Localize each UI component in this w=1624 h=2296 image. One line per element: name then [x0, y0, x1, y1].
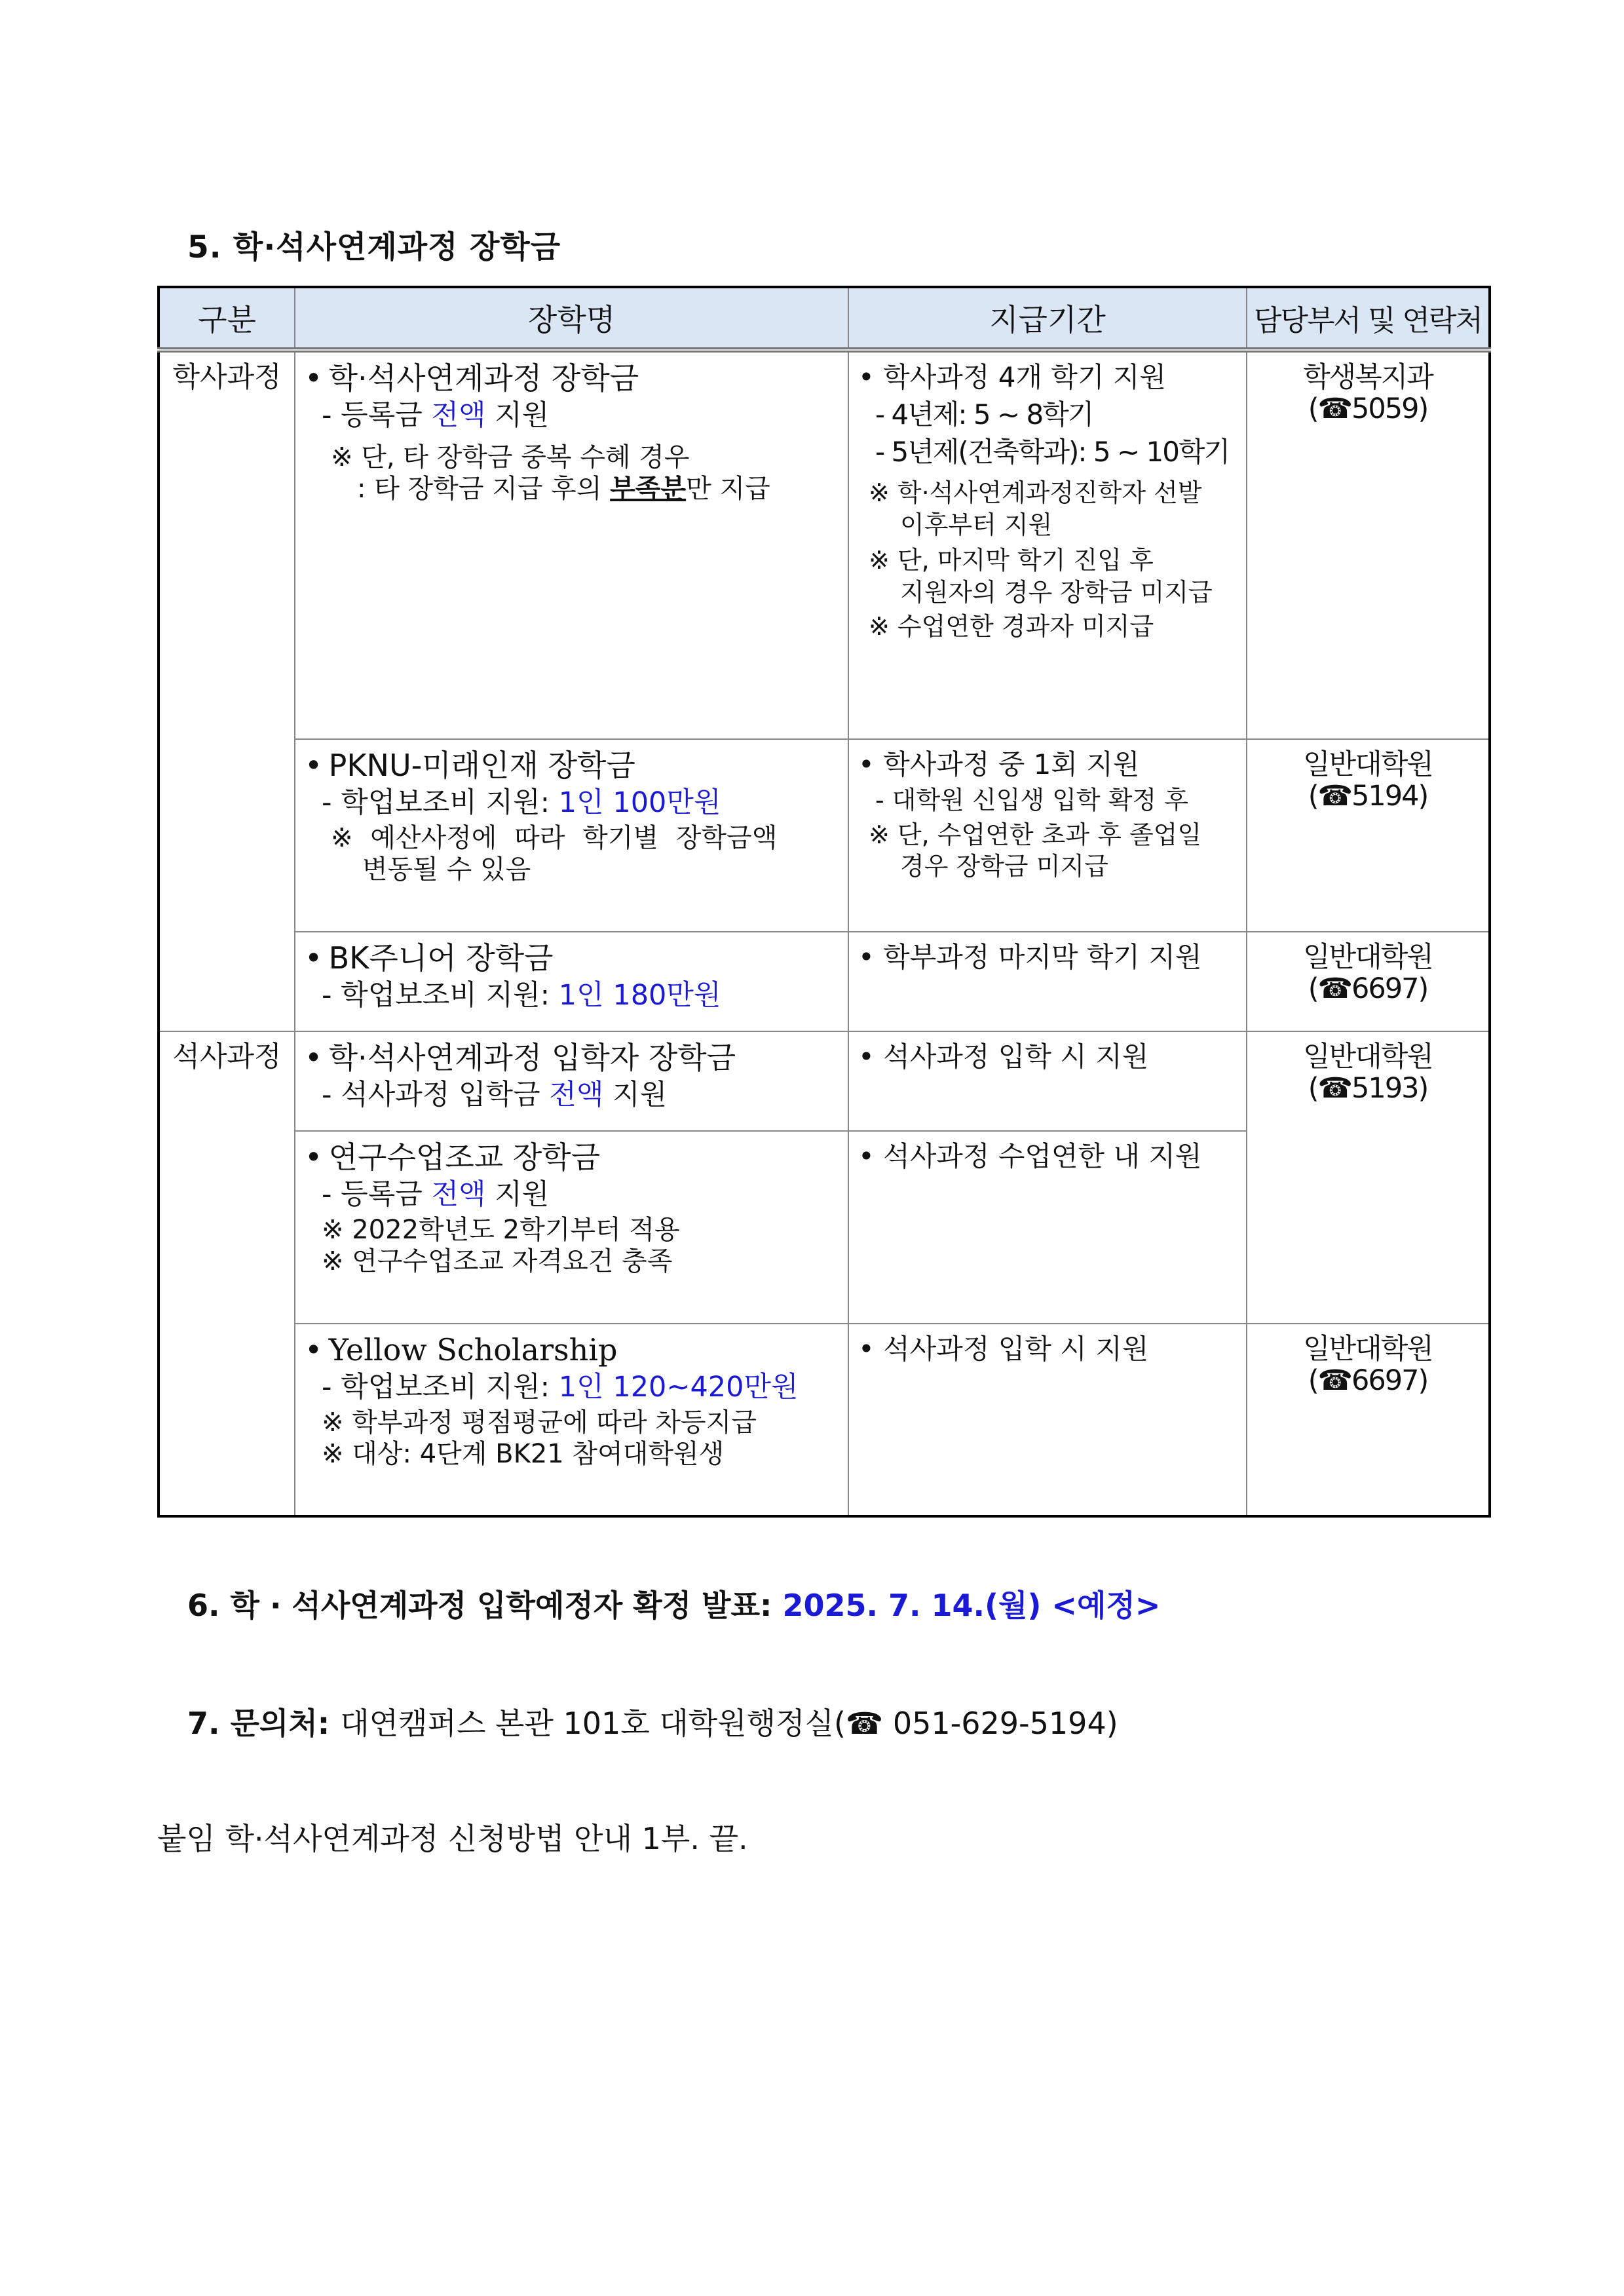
table-header-row — [159, 287, 1490, 350]
note-line: ※ 예산사정에 따라 학기별 장학금액 — [331, 822, 778, 853]
scholarship-table — [157, 286, 1491, 1518]
period-cell: • 학사과정 중 1회 지원 - 대학원 신입생 입학 확정 후 ※ 단, 수업연한 초과 후 졸업일 경우 장학금 미지급 — [848, 739, 1247, 932]
scholarship-cell: • 학·석사연계과정 장학금 - 등록금 전액 지원 ※ 단, 타 장학금 중복 수혜 경우 : 타 장학금 지급 후의 부족분만 지급 — [295, 350, 848, 739]
section-6-announcement: 6. 학 · 석사연계과정 입학예정자 확정 발표: 2025. 7. 14.(월) <예정> — [187, 1588, 1161, 1623]
note-line: 변동될 수 있음 — [362, 854, 531, 885]
header-scholarship-name: 장학명 — [295, 287, 848, 350]
section-7-contact: 7. 문의처: 대연캠퍼스 본관 101호 대학원행정실(☎ 051-629-5194) — [187, 1706, 1118, 1741]
contact-cell: 일반대학원(☎5193) — [1247, 1031, 1490, 1324]
table-row — [159, 350, 1490, 739]
underlined-text: 부족분 — [610, 474, 687, 505]
category-master: 석사과정 — [159, 1031, 295, 1516]
scholarship-name: BK주니어 장학금 — [328, 940, 554, 976]
scholarship-name: 학·석사연계과정 장학금 — [328, 360, 639, 396]
period-cell: • 학부과정 마지막 학기 지원 — [848, 932, 1247, 1031]
note-line: ※ 대상: 4단계 BK21 참여대학원생 — [322, 1439, 725, 1470]
period-cell: • 학사과정 4개 학기 지원 - 4년제: 5 ~ 8학기 - 5년제(건축학과): 5 ~ 10학기 ※ 학·석사연계과정진학자 선발 이후부터 지원 ※ 단, 마지막 학기 진입 후 지원자의 경우 장학금 미지급 ※ 수업연한 경과자 미지급 — [848, 350, 1247, 739]
attachment-note: 붙임 학·석사연계과정 신청방법 안내 1부. 끝. — [157, 1821, 748, 1856]
note-line: ※ 2022학년도 2학기부터 적용 — [322, 1214, 680, 1245]
announcement-date: 2025. 7. 14.(월) <예정> — [782, 1588, 1161, 1623]
scholarship-name: 학·석사연계과정 입학자 장학금 — [328, 1040, 736, 1075]
scholarship-cell: • 학·석사연계과정 입학자 장학금 - 석사과정 입학금 전액 지원 — [295, 1031, 848, 1131]
header-category: 구분 — [159, 287, 295, 350]
contact-cell: 일반대학원(☎6697) — [1247, 932, 1490, 1031]
note-line: ※ 연구수업조교 자격요건 충족 — [322, 1246, 673, 1277]
table-row — [159, 932, 1490, 1031]
highlight-text: 전액 — [549, 1078, 604, 1111]
period-cell: • 석사과정 입학 시 지원 — [848, 1031, 1247, 1131]
table-row — [159, 1031, 1490, 1131]
highlight-text: 1인 120~420만원 — [558, 1370, 799, 1404]
note-line: ※ 학부과정 평점평균에 따라 차등지급 — [322, 1407, 757, 1438]
highlight-text: 전액 — [431, 398, 486, 432]
contact-cell: 일반대학원(☎6697) — [1247, 1324, 1490, 1516]
contact-text: 대연캠퍼스 본관 101호 대학원행정실(☎ 051-629-5194) — [340, 1706, 1118, 1741]
scholarship-name: PKNU-미래인재 장학금 — [328, 748, 635, 783]
scholarship-name: Yellow Scholarship — [328, 1332, 618, 1368]
note-line: ※ 단, 타 장학금 중복 수혜 경우 — [331, 442, 690, 472]
highlight-text: 1인 100만원 — [558, 786, 721, 819]
table-row — [159, 739, 1490, 932]
section-5-title: 5. 학·석사연계과정 장학금 — [187, 229, 561, 265]
highlight-text: 전액 — [431, 1177, 486, 1211]
scholarship-cell: • PKNU-미래인재 장학금 - 학업보조비 지원: 1인 100만원 ※ 예산사정에 따라 학기별 장학금액 변동될 수 있음 — [295, 739, 848, 932]
header-contact: 담당부서 및 연락처 — [1247, 287, 1490, 350]
contact-cell: 일반대학원(☎5194) — [1247, 739, 1490, 932]
period-cell: • 석사과정 수업연한 내 지원 — [848, 1131, 1247, 1324]
scholarship-cell: • BK주니어 장학금 - 학업보조비 지원: 1인 180만원 — [295, 932, 848, 1031]
scholarship-cell: • 연구수업조교 장학금 - 등록금 전액 지원 ※ 2022학년도 2학기부터 적용 ※ 연구수업조교 자격요건 충족 — [295, 1131, 848, 1324]
header-payment-period: 지급기간 — [848, 287, 1247, 350]
scholarship-name: 연구수업조교 장학금 — [328, 1139, 601, 1175]
period-cell: • 석사과정 입학 시 지원 — [848, 1324, 1247, 1516]
category-undergrad: 학사과정 — [159, 350, 295, 1031]
highlight-text: 1인 180만원 — [558, 978, 721, 1012]
scholarship-cell: • Yellow Scholarship - 학업보조비 지원: 1인 120~420만원 ※ 학부과정 평점평균에 따라 차등지급 ※ 대상: 4단계 BK21 참여대학원생 — [295, 1324, 848, 1516]
contact-cell: 학생복지과(☎5059) — [1247, 350, 1490, 739]
table-row — [159, 1324, 1490, 1516]
